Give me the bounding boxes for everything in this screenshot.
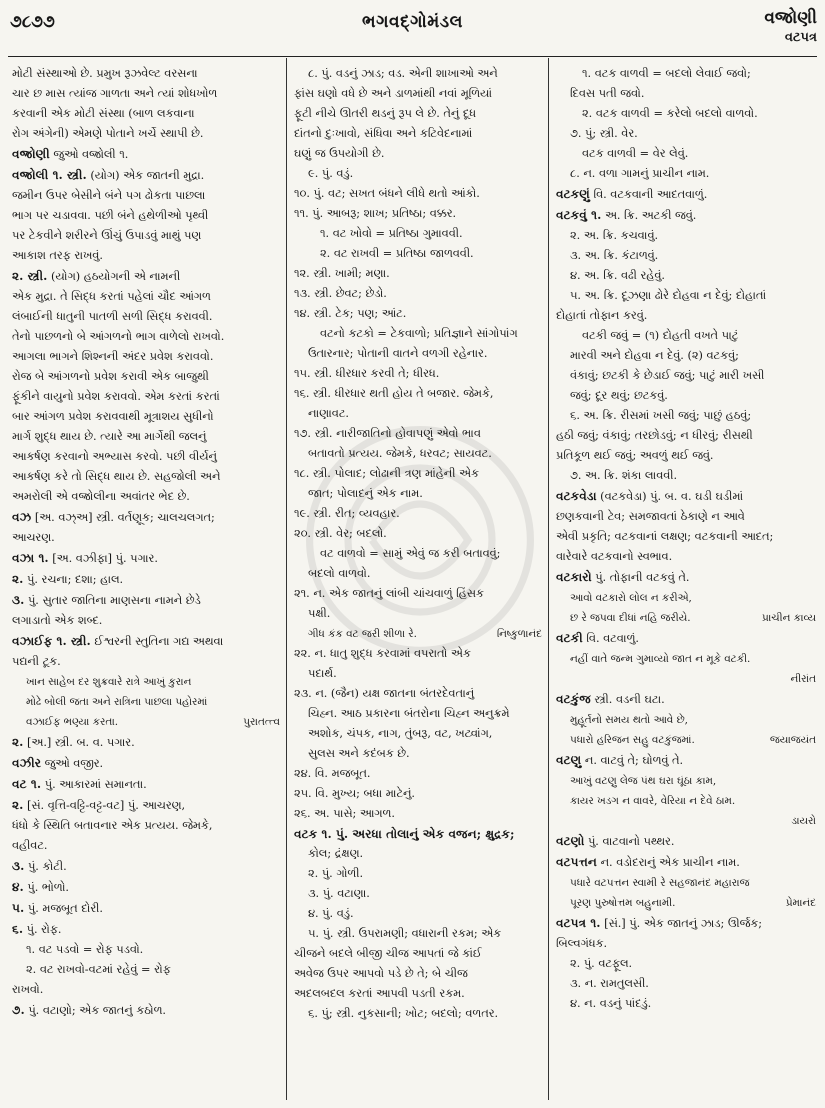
text-line: ૨૪. વિ. મજબૂત. (294, 767, 371, 780)
page-number: ૭૮૭૭ (10, 12, 55, 32)
text-line: વારેવારે વટકવાનો સ્વભાવ. (556, 550, 673, 563)
text-line: ૪. અ. ક્રિ. વઢી રહેવું. (570, 269, 665, 282)
quotation-line: આખું વટણુ લેજ પંથ ઘરા ઘૂંઠા કામ, (570, 775, 717, 787)
column-1 (12, 64, 280, 1102)
quotation-line (294, 624, 542, 644)
text-line: ધંધો કે સ્થિતિ બતાવનાર એક પ્રત્યય. જેમકે, (12, 819, 213, 832)
entry-line (12, 507, 280, 528)
text-line: રોજ બે આંગળનો પ્રવેશ કરાવી એક બાજુથી (12, 370, 209, 383)
text-line: ૭. અ. ક્રિ. શંકા લાવવી. (570, 469, 678, 482)
text-line: અમરોલી એ વજ્રોલીના અવાંતર ભેદ છે. (12, 490, 190, 503)
entry-line (12, 753, 280, 774)
text-line: ભાગ પર ચડાવવા. પછી બંને હથેળીઓ પૃથ્વી (12, 209, 209, 222)
definition: [સં.] પું. એક જાતનું ઝાડ; ઊર્જક; (604, 917, 763, 930)
sense-number: ૨. (12, 735, 24, 749)
quotation-source: પુરાતત્ત્વ (243, 716, 280, 728)
entry-line (556, 628, 816, 649)
text-line: ઘણું જ ઉપયોગી છે. (294, 147, 385, 160)
entry-line (12, 569, 280, 590)
text-line: ૮. પું. વડનું ઝાડ; વડ. એની શાખાઓ અને (308, 67, 498, 80)
headword: વજ્રોણી (12, 147, 50, 161)
idiom-line: વટકી જવું = (૧) દોહતી વખતે પાટું (582, 329, 739, 342)
sense-number: ૨. સ્ત્રી. (12, 269, 48, 283)
text-line: ૧૯. સ્ત્રી. રીત; વ્યવહાર. (294, 507, 400, 520)
headword: વટકુંજ (556, 692, 591, 706)
definition: જુઓ વજીર. (44, 757, 104, 770)
text-line: જવું; દૂર થવું; છટકવું. (570, 389, 668, 402)
text-line: ચિહ્ન. આઠ પ્રકારના બંતરોના ચિહ્ન અનુક્રમે (308, 707, 510, 720)
headword: વઝાઈફ ૧. સ્ત્રી. (12, 634, 91, 648)
text-line: નાણાવટ. (308, 407, 350, 420)
entry-line (556, 205, 816, 226)
entry-line: વટક ૧. પું. અરધા તોલાનું એક વજન; ક્ષુદ્રક; (294, 827, 515, 841)
entry-line (556, 750, 816, 771)
headword: વટકવેડા (556, 489, 597, 503)
text-line: ૭. પું; સ્ત્રી. વેર. (570, 127, 638, 140)
sense-number: ૪. (12, 880, 24, 894)
definition: ન. વાટવું તે; ઘોળવું તે. (584, 754, 684, 767)
sense-number: ૩. (12, 593, 25, 607)
definition: સ્ત્રી. વડની ઘટા. (594, 693, 665, 706)
idiom-line: ૧. વટ પડવો = રોફ પડવો. (26, 943, 144, 956)
header-rule (8, 56, 817, 57)
quotation-line (556, 893, 816, 913)
text-line: એક મુદ્રા. તે સિદ્ધ કરતાં પહેલાં ચૌદ આંગળ (12, 290, 211, 303)
text-line: છણકવાની ટેવ; સમજાવતાં ઠેકાણે ન આવે (556, 510, 745, 523)
text-line: ૨૫. વિ. મુખ્ય; બધા માટેનું. (294, 787, 416, 800)
text-line: લગાડાતો એક શબ્દ. (12, 614, 103, 627)
definition: (યોગ) હઠયોગની એ નામની (50, 270, 181, 283)
quotation-line: પધારે વટપત્તન સ્વામી રે સહજાનંદ મહારાજ (570, 877, 750, 889)
entry-line (12, 919, 280, 940)
text-line: ૨૦. સ્ત્રી. વેર; બદલો. (294, 527, 387, 540)
sense-number: ૬. (12, 922, 24, 936)
idiom-line: ૨. વટક વાળવી = કરેલો બદલો વાળવો. (582, 107, 758, 120)
text-line: એવી પ્રકૃતિ; વટકવાનાં લક્ષણ; વટકવાની આદત; (556, 530, 774, 543)
quotation-line: મુહૂર્તનો સમય થતો આવે છે, (570, 714, 688, 726)
idiom-line: વટનો કટકો = ટેકવાળો; પ્રતિજ્ઞાને સાંગોપાંગ (320, 327, 518, 340)
text-line: ૩. અ. ક્રિ. કંટાળવું. (570, 249, 659, 262)
quotation-line: ખાન સાહેબ દર શુક્રવારે રાત્રે આખું કુરાન (26, 676, 192, 688)
text-line: ૨. પું. વટફૂલ. (570, 957, 633, 970)
text-line: જાત; પોલાદનું એક નામ. (308, 487, 423, 500)
definition: પું. મજબૂત દોરી. (27, 902, 103, 915)
idiom-line: ૧. વટક વાળવી = બદલો લેવાઈ જવો; (582, 67, 751, 80)
text-line: ૯. પું. વડું. (308, 167, 354, 180)
idiom-line: વટ વાળવો = સામું એવું જ કરી બતાવવું; (320, 547, 501, 560)
quotation-line: મોઢે બોલી જતા અને રાત્રિના પાછલા પહોરમાં (26, 696, 208, 708)
text-line: પક્ષી. (308, 607, 331, 620)
entry-line (556, 486, 816, 507)
entry-line (12, 877, 280, 898)
text-line: ૧૭. સ્ત્રી. નારીજાતિનો હોવાપણું એવો ભાવ (294, 427, 481, 440)
quotation-text: છ રે જપવા દીધાં નહિ જરીયે. (570, 612, 691, 624)
guide-word-start: વજ્રોણી (764, 8, 817, 28)
headword: વટણુ (556, 753, 582, 767)
headword: વજ્રોલી ૧. સ્ત્રી. (12, 168, 87, 182)
quotation-text: પધારો હરિજન સહુ વટકુંજમાં. (570, 734, 695, 746)
idiom-line: ૨. વટ રાખવી = પ્રતિષ્ઠા જાળવવી. (320, 247, 474, 260)
text-line: આકર્ષણ કરે તો સિદ્ધ થાય છે. સહજોલી અને (12, 470, 221, 483)
quotation-line (556, 608, 816, 628)
definition: [અ. વઝીફા] પું. પગાર. (52, 552, 158, 565)
quotation-text: ગીધ કંક વટ જરી શીળા રે. (308, 628, 417, 640)
guide-words (764, 8, 817, 48)
sense-number: ૨. (12, 798, 24, 812)
text-line: પર ટેકવીને શરીરને ઊંચું ઉપાડવું માથું પણ (12, 229, 202, 242)
book-title: ભગવદ્ગોમંડલ (362, 12, 463, 32)
text-line: ૧૩. સ્ત્રી. છેવટ; છેડો. (294, 287, 387, 300)
definition: ઈશ્વરની સ્તુતિના ગદ્ય અથવા (94, 635, 224, 648)
entry-line (12, 1000, 280, 1021)
quotation-source: ડાયરો (791, 815, 816, 827)
entry-line (12, 144, 280, 165)
sense-number: ૫. (12, 901, 25, 915)
definition: (યોગ) એક જાતની મુદ્રા. (90, 169, 205, 182)
entry-line (556, 852, 816, 873)
text-line: ચાર છ માસ ત્યાંજ ગાળતા અને ત્યાં શોધખોળ (12, 87, 218, 100)
text-line: પદાર્થ. (308, 667, 337, 680)
quotation-line: નહીં વાતે જન્મ ગુમાવ્યો જાત ન મૂકે વટકી. (570, 653, 751, 665)
definition: પું. તોફાની વટકવું તે. (595, 571, 690, 584)
text-line: ઉતારનાર; પોતાની વાતને વળગી રહેનાર. (308, 347, 488, 360)
headword: વઝીર (12, 756, 42, 770)
text-line: જમીન ઉપર બેસીને બંને પગ ઢોકતા પાછલા (12, 189, 206, 202)
column-2 (294, 64, 542, 1102)
idiom-line: વટક વાળવી = વેર લેવું. (582, 147, 689, 160)
text-line: ૬. અ. ક્રિ. રીસમાં ખસી જવું; પાછું હઠવું; (570, 409, 752, 422)
text-line: ૫. અ. ક્રિ. દૂઝણા ઢોરે દોહવા ન દેવું; દોહાતાં (570, 289, 767, 302)
text-line: ૨૨. ન. ધાતુ શુદ્ધ કરવામાં વપરાતો એક (294, 647, 471, 660)
text-line: ૨. પું. ગોળી. (308, 867, 364, 880)
entry-line (12, 165, 280, 186)
entry-line (12, 795, 280, 816)
text-line: કોલ; દ્રંક્ષણ. (308, 847, 364, 860)
entry-line (556, 831, 816, 852)
entry-line (556, 184, 816, 205)
headword: વઝા ૧. (12, 551, 49, 565)
definition: પું. આકારમાં સમાનતા. (44, 778, 147, 791)
text-line: બતાવતો પ્રત્યય. જેમકે, ધરવટ; સાયવટ. (308, 447, 492, 460)
column-3 (556, 64, 816, 1102)
text-line: ૨. અ. ક્રિ. કચવાવું. (570, 229, 659, 242)
text-line: બાર આંગળ પ્રવેશ કરાવવાથી મૂત્રાશય સુધીનો (12, 410, 214, 423)
text-line: મોટી સંસ્થાઓ છે. પ્રમુખ રૂઝવેલ્ટ વરસના (12, 67, 198, 80)
definition: વિ. વટકવાની આદતવાળું. (593, 188, 708, 201)
definition: [અ. વઝ્અ] સ્ત્રી. વર્તણૂક; ચાલચલગત; (34, 511, 215, 524)
text-line: વહીવટ. (12, 839, 48, 852)
text-line: બિલ્વગંધક. (556, 937, 608, 950)
text-line: પદ્યની ટૂક. (12, 655, 61, 668)
quotation-text: વઝાઈફ ભણ્યા કરતા. (26, 716, 119, 728)
text-line: ૪. પું. વડું. (308, 907, 354, 920)
text-line: ૪. ન. વડનું પાંદડું. (570, 997, 652, 1010)
text-line: ૮. ન. વળા ગામનું પ્રાચીન નામ. (570, 167, 710, 180)
text-line: આગલા ભાગને શિશ્નની અંદર પ્રવેશ કરાવવો. (12, 350, 214, 363)
entry-line (556, 913, 816, 934)
entry-line (12, 774, 280, 795)
text-line: ૩. ન. રામતુલસી. (570, 977, 649, 990)
text-line: મારવી અને દોહવા ન દેવું. (૨) વટકવું; (570, 349, 739, 362)
text-line: ૬. પું; સ્ત્રી. નુકસાની; ખોટ; બદલો; વળતર. (308, 1007, 499, 1020)
text-line: ૧૧. પું. આબરૂ; શાખ; પ્રતિષ્ઠા; વક્કર. (294, 207, 457, 220)
definition: પું. કોટી. (27, 860, 67, 873)
entry-line (12, 631, 280, 652)
text-line: ફાંસ ઘણો વધે છે અને ડાળમાંથી નવાં મૂળિયાં (294, 87, 493, 100)
column-divider (548, 58, 549, 1100)
headword: વટણો (556, 834, 585, 848)
text-line: આચરણ. (12, 531, 55, 544)
headword: વઝ (12, 510, 32, 524)
page-header (0, 0, 825, 58)
guide-word-end: વટપત્ર (784, 30, 817, 45)
text-line: આકાશ તરફ રાખવું. (12, 249, 103, 262)
definition: પું. ભોળો. (27, 881, 70, 894)
column-divider (286, 58, 287, 1100)
sense-number: ૩. (12, 859, 25, 873)
text-line: વંકાવું; છટકી કે છેડાઈ જવું; પાટું મારી ખસી (570, 369, 765, 382)
text-line: ૧૪. સ્ત્રી. ટેક; પણ; આંટ. (294, 307, 407, 320)
entry-line (12, 898, 280, 919)
text-line: ૧૦. પું. વટ; સખત બંધને લીધે થતો આંકો. (294, 187, 480, 200)
text-line: ૧૫. સ્ત્રી. ધીરધાર કરવી તે; ધીરધ. (294, 367, 440, 380)
text-line: તેનો પાછળનો બે આંગળનો ભાગ વાળેલો રાખવો. (12, 330, 225, 343)
text-line: ૧૬. સ્ત્રી. ધીરધાર થતી હોય તે બજાર. જેમકે, (294, 387, 494, 400)
text-line: ૧૨. સ્ત્રી. ખામી; મણા. (294, 267, 390, 280)
quotation-source: પ્રેમાનંદ (785, 897, 816, 909)
quotation-line: આવો વટકારો લોલ ન કરીએ, (570, 592, 692, 604)
text-line: ૧૮. સ્ત્રી. પોલાદ; લોઢાની ત્રણ માંહેની એક (294, 467, 479, 480)
text-line: હઠી જવું; વંકાવું; તરછોડવું; ન ધીરવું; રીસથી (556, 429, 753, 442)
entry-line (12, 732, 280, 753)
text-line: ૨૩. ન. (જૈન) યક્ષ જાતના બંતરદેવતાનું (294, 687, 475, 700)
text-line: દાંતનો દુઃખાવો, સંધિવા અને કટિવેદનામાં (294, 127, 473, 140)
quotation-source: નીરાંત (790, 673, 816, 685)
headword: વટપત્ર ૧. (556, 916, 601, 930)
text-line: અશોક, ચંપક, નાગ, તુંબરૂ, વટ, ખટ્વાંગ, (308, 727, 493, 740)
sense-number: ૭. (12, 1003, 25, 1017)
definition: ન. વડોદરાનું એક પ્રાચીન નામ. (600, 856, 740, 869)
definition: [અ.] સ્ત્રી. બ. વ. પગાર. (27, 736, 135, 749)
text-line: સુલસ અને કદંબક છે. (308, 747, 410, 760)
quotation-line (12, 712, 280, 732)
definition: પું. સુતાર જાતિના માણસના નામને છેડે (27, 594, 201, 607)
entry-line (556, 567, 816, 588)
idiom-line: ૨. વટ રાખવો-વટમાં રહેવું = રોફ (26, 963, 171, 976)
definition: પું. રચના; દશા; હાલ. (27, 573, 124, 586)
idiom-line: ૧. વટ ખોવો = પ્રતિષ્ઠા ગુમાવવી. (320, 227, 463, 240)
text-line: માર્ગ શુદ્ધ થાય છે. ત્યારે આ માર્ગેથી જલનું (12, 430, 207, 443)
definition: પું. વટાણો; એક જાતનું કઠોળ. (28, 1004, 167, 1017)
entry-line (12, 548, 280, 569)
text-line: પ્રતિકૂળ થઈ જવું; અવળું થઈ જવું. (556, 449, 714, 462)
definition: [સં. વૃત્તિ-વટ્ટિ-વટ્ટ-વટ] પું. આચરણ, (27, 799, 186, 812)
quotation-text: પૂરણ પુરુષોત્તમ બહુનામી. (570, 897, 676, 909)
headword: વટકી (556, 631, 583, 645)
definition: (વટકવેડા) પું. બ. વ. ઘડી ઘડીમાં (600, 490, 744, 503)
quotation-source: જયાજયંત (769, 734, 816, 746)
quotation-source: નિષ્કુળાનંદ (496, 628, 542, 640)
quotation-source: પ્રાચીન કાવ્ય (762, 612, 816, 624)
text-line: ૨૧. ન. એક જાતનું લાંબી ચાંચવાળું હિંસક (294, 587, 484, 600)
text-line: બદલો વાળવો. (308, 567, 371, 580)
quotation-line: કાયર ખડગ ન વાવરે, વેરિયા ન દેવે ઠામ. (570, 795, 736, 807)
text-line: ૩. પું. વટાણા. (308, 887, 370, 900)
definition: પું. વાટવાનો પથ્થર. (587, 835, 675, 848)
text-line: ૨૬. અ. પાસે; આગળ. (294, 807, 395, 820)
headword: વટકારો (556, 570, 592, 584)
text-line: અદલબદલ કરતાં આપવી પડતી રકમ. (294, 987, 465, 1000)
entry-line (12, 266, 280, 287)
text-line: ફૂંકીને વાયુનો પ્રવેશ કરાવવો. એમ કરતાં કરતાં (12, 390, 220, 403)
entry-line (12, 856, 280, 877)
headword: વટકણું (556, 187, 590, 201)
text-line: રાખવો. (12, 983, 44, 996)
definition: વિ. વટવાળું. (586, 632, 639, 645)
entry-line (556, 689, 816, 710)
quotation-line (556, 730, 816, 750)
text-line: રોગ અંગેની) એમણે પોતાને ખર્ચે સ્થાપી છે. (12, 127, 204, 140)
definition: પું. રોફ. (26, 923, 62, 936)
text-line: કરવાની એક મોટી સંસ્થા (બાળ લકવાના (12, 107, 195, 120)
text-line: ફૂટી નીચે ઊતરી થડનું રૂપ લે છે. તેનું દૂધ (294, 107, 477, 120)
text-line: લંબાઈની ધાતુની પાતળી સળી સિદ્ધ કરાવવી. (12, 310, 213, 323)
text-line: ૫. પું. સ્ત્રી. ઉપરામણી; વધારાની રકમ; એક (308, 927, 502, 940)
text-line: આકર્ષણ કરવાનો અભ્યાસ કરવો. પછી વીર્યનું (12, 450, 217, 463)
text-line: દિવસ પતી જવો. (570, 87, 645, 100)
entry-line (12, 590, 280, 611)
text-line: દોહાતાં તોફાન કરવું. (556, 309, 648, 322)
definition: અ. ક્રિ. અટકી જવું. (604, 209, 697, 222)
definition: જુઓ વજ્રોલી ૧. (53, 148, 129, 161)
sense-number: ૨. (12, 572, 24, 586)
headword: વટકવું ૧. (556, 208, 602, 222)
text-line: અવેજ ઉપર આપવો પડે છે તે; બે ચીજ (294, 967, 468, 980)
text-line: ચીજને બદલે બીજી ચીજ આપતાં જે કાંઈ (294, 947, 482, 960)
headword: વટ ૧. (12, 777, 42, 791)
headword: વટપત્તન (556, 855, 597, 869)
